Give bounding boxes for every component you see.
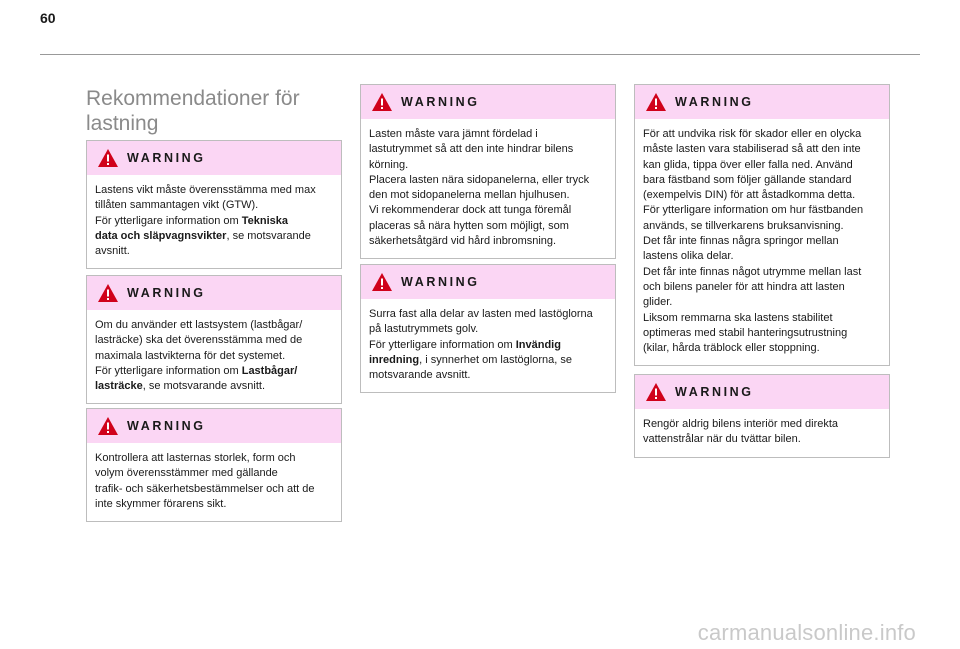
warning-line: inte skymmer förarens sikt. [95,497,227,510]
warning-text [361,119,615,258]
warning-line: volym överensstämmer med gällande [95,467,278,480]
warning-line: Lastens vikt måste överensstämma med max [95,184,316,196]
warning-header [87,141,341,175]
warning-triangle-icon [645,92,667,112]
warning-line: Kontrollera att lasternas storlek, form och [95,452,296,464]
warning-box-2 [86,275,342,404]
bold-reference: Tekniska [241,214,288,227]
warning-line: Rengör aldrig bilens interiör med direkta [643,418,839,430]
warning-line: placeras så nära hytten som möjligt, som [369,219,569,232]
warning-line: maximala lastvikterna för det systemet. [95,349,286,362]
warning-line: glider. [643,296,673,309]
warning-label: WARNING [127,286,206,300]
warning-line: vattenstrålar när du tvättar bilen. [643,433,801,446]
warning-box-4 [360,84,616,259]
warning-box-1 [86,140,342,269]
warning-header [87,409,341,443]
warning-line: lasträcke, se motsvarande avsnitt. [95,380,265,393]
warning-text [361,299,615,392]
warning-label: WARNING [127,151,206,165]
warning-triangle-icon [371,92,393,112]
warning-text [635,409,889,457]
warning-header [635,375,889,409]
warning-line: (exempelvis DIN) för att åstadkomma detta. [643,189,856,202]
warning-line: på lastutrymmets golv. [369,323,479,336]
warning-line: För ytterligare information om Tekniska [95,214,288,227]
warning-label: WARNING [675,95,754,109]
warning-line: inredning, i synnerhet om lastöglorna, se [369,353,572,366]
warning-line: För ytterligare information om Invändig [369,338,561,351]
warning-line: körning. [369,158,409,171]
warning-line: Surra fast alla delar av lasten med lastöglorna [369,308,593,320]
warning-line: Om du använder ett lastsystem (lastbågar/ [95,319,303,331]
warning-line: och bilens paneler för att hindra att lasten [643,280,845,293]
warning-label: WARNING [127,419,206,433]
warning-box-3 [86,408,342,522]
warning-box-7 [634,374,890,458]
bold-reference: Lastbågar/ [241,364,298,377]
warning-line: Det får inte finnas något utrymme mellan last [643,265,862,278]
warning-line: bara fästband som följer gällande standard [643,173,852,186]
warning-line: För att undvika risk för skador eller en olycka [643,128,862,140]
warning-line: lastens olika delar. [643,250,734,263]
warning-line: trafik- och säkerhetsbestämmelser och att de [95,482,315,495]
section-title: Rekommendationer för lastning [86,87,300,135]
bold-reference: Invändig [515,338,561,351]
warning-line: kan glida, tippa över eller falla ned. Använd [643,158,853,171]
warning-line: måste lasten vara stabiliserad så att den inte [643,143,861,156]
bold-reference: inredning [369,353,420,366]
warning-label: WARNING [675,385,754,399]
warning-line: säkerhetsåtgärd vid hård inbromsning. [369,235,557,248]
warning-line: lasträcke) ska det överensstämma med de [95,334,303,347]
warning-line: Det får inte finnas några springor mellan [643,235,839,248]
warning-line: (kilar, hårda träblock eller stoppning. [643,342,820,355]
warning-text [87,310,341,403]
warning-line: tillåten sammantagen vikt (GTW). [95,199,259,212]
warning-line: optimeras med stabil hanteringsutrustning [643,326,848,339]
header-divider [40,54,920,55]
warning-line: lastutrymmet så att den inte hindrar bilens [369,143,574,156]
bold-reference: lasträcke [95,380,143,393]
warning-text [635,119,889,365]
warning-triangle-icon [371,272,393,292]
warning-header [361,265,615,299]
warning-header [361,85,615,119]
warning-header [635,85,889,119]
warning-line: den mot sidopanelerna mellan hjulhusen. [369,189,570,202]
warning-line: Placera lasten nära sidopanelerna, eller tryck [369,173,590,186]
warning-line: Lasten måste vara jämnt fördelad i [369,128,538,140]
page-number: 60 [40,10,56,26]
warning-line: data och släpvagnsvikter, se motsvarande [95,229,311,242]
warning-line: Vi rekommenderar dock att tunga föremål [369,204,572,217]
warning-box-6 [634,84,890,366]
warning-line: motsvarande avsnitt. [369,369,471,382]
warning-box-5 [360,264,616,393]
warning-line: För ytterligare information om Lastbågar/ [95,364,298,377]
warning-line: används, se tillverkarens bruksanvisning. [643,219,844,232]
warning-label: WARNING [401,95,480,109]
warning-triangle-icon [97,283,119,303]
warning-triangle-icon [97,148,119,168]
warning-header [87,276,341,310]
warning-line: avsnitt. [95,245,130,258]
warning-text [87,443,341,521]
warning-text [87,175,341,268]
warning-label: WARNING [401,275,480,289]
warning-triangle-icon [97,416,119,436]
warning-triangle-icon [645,382,667,402]
bold-reference: data och släpvagnsvikter [95,229,227,242]
warning-line: För ytterligare information om hur fästbanden [643,204,864,217]
warning-line: Liksom remmarna ska lastens stabilitet [643,311,833,324]
watermark: carmanualsonline.info [697,620,916,645]
